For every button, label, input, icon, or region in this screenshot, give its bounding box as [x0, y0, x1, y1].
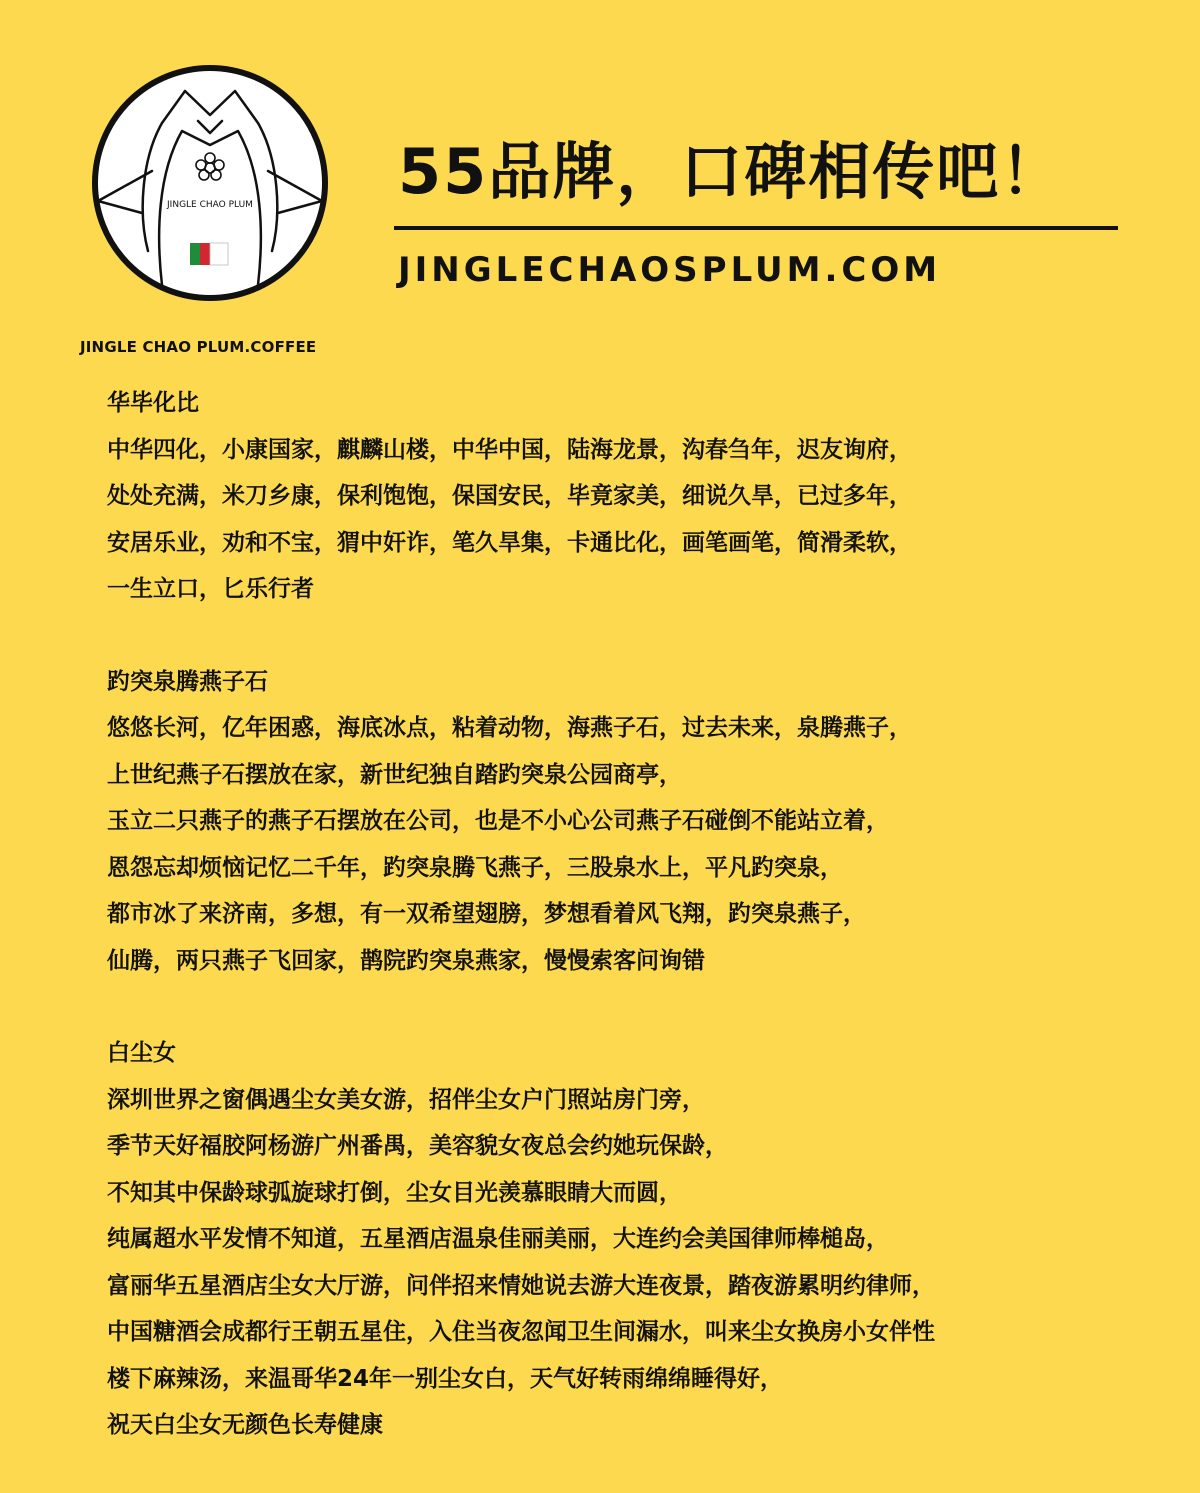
headline: 55品牌，口碑相传吧！	[398, 135, 1065, 208]
poem-line: 一生立口，匕乐行者	[107, 576, 314, 602]
poem-line: 不知其中保龄球弧旋球打倒，尘女目光羡慕眼睛大而圆，	[107, 1179, 682, 1206]
poem-line: 玉立二只燕子的燕子石摆放在公司，也是不小心公司燕子石碰倒不能站立着，	[107, 808, 889, 834]
poem-line: 都市冰了来济南，多想，有一双希望翅膀，梦想看着风飞翔，趵突泉燕子，	[107, 901, 866, 927]
poem-line: 仙腾，两只燕子飞回家，鹊院趵突泉燕家，慢慢索客问询错	[107, 947, 705, 974]
penguin-logo-icon	[80, 63, 340, 308]
poem-list	[107, 380, 1167, 1449]
section-title: 趵突泉腾燕子石	[107, 668, 268, 695]
poem-line: 上世纪燕子石摆放在家，新世纪独自踏趵突泉公园商亭，	[107, 761, 682, 788]
poem-line: 安居乐业，劝和不宝，猬中奸诈，笔久旱集，卡通比化，画笔画笔，简滑柔软，	[107, 529, 912, 556]
poem-line: 富丽华五星酒店尘女大厅游，问伴招来情她说去游大连夜景，踏夜游累明约律师，	[107, 1272, 935, 1299]
poem-section	[107, 1030, 1167, 1449]
headline-divider	[394, 226, 1118, 230]
poem-line: 深圳世界之窗偶遇尘女美女游，招伴尘女户门照站房门旁，	[107, 1086, 705, 1113]
brand-caption: JINGLE CHAO PLUM.COFFEE	[80, 338, 317, 356]
poem-line: 恩怨忘却烦恼记忆二千年，趵突泉腾飞燕子，三股泉水上，平凡趵突泉，	[107, 854, 843, 881]
website-url: JINGLECHAOSPLUM.COM	[398, 250, 942, 290]
section-title: 白尘女	[107, 1040, 176, 1066]
poem-line: 纯属超水平发情不知道，五星酒店温泉佳丽美丽，大连约会美国律师棒槌岛，	[107, 1226, 889, 1252]
poem-line: 处处充满，米刀乡康，保利饱饱，保国安民，毕竟家美，细说久旱，已过多年，	[107, 483, 912, 509]
poem-line: 中国糖酒会成都行王朝五星住，入住当夜忽闻卫生间漏水，叫来尘女换房小女伴性	[107, 1319, 935, 1345]
poem-line: 中华四化，小康国家，麒麟山楼，中华中国，陆海龙景，沟春刍年，迟友询府，	[107, 436, 912, 463]
poem-section	[107, 659, 1167, 985]
poem-line: 祝天白尘女无颜色长寿健康	[107, 1412, 383, 1438]
brand-logo	[80, 63, 340, 308]
poem-line: 楼下麻辣汤，来温哥华24年一别尘女白，天气好转雨绵绵睡得好，	[107, 1365, 784, 1392]
poem-line: 季节天好福胶阿杨游广州番禺，美容貌女夜总会约她玩保龄，	[107, 1133, 728, 1159]
section-title: 华毕化比	[107, 390, 199, 416]
logo-badge-text: JINGLE CHAO PLUM	[167, 200, 253, 210]
poem-line: 悠悠长河，亿年困惑，海底冰点，粘着动物，海燕子石，过去未来，泉腾燕子，	[107, 715, 912, 741]
poem-section	[107, 380, 1167, 613]
